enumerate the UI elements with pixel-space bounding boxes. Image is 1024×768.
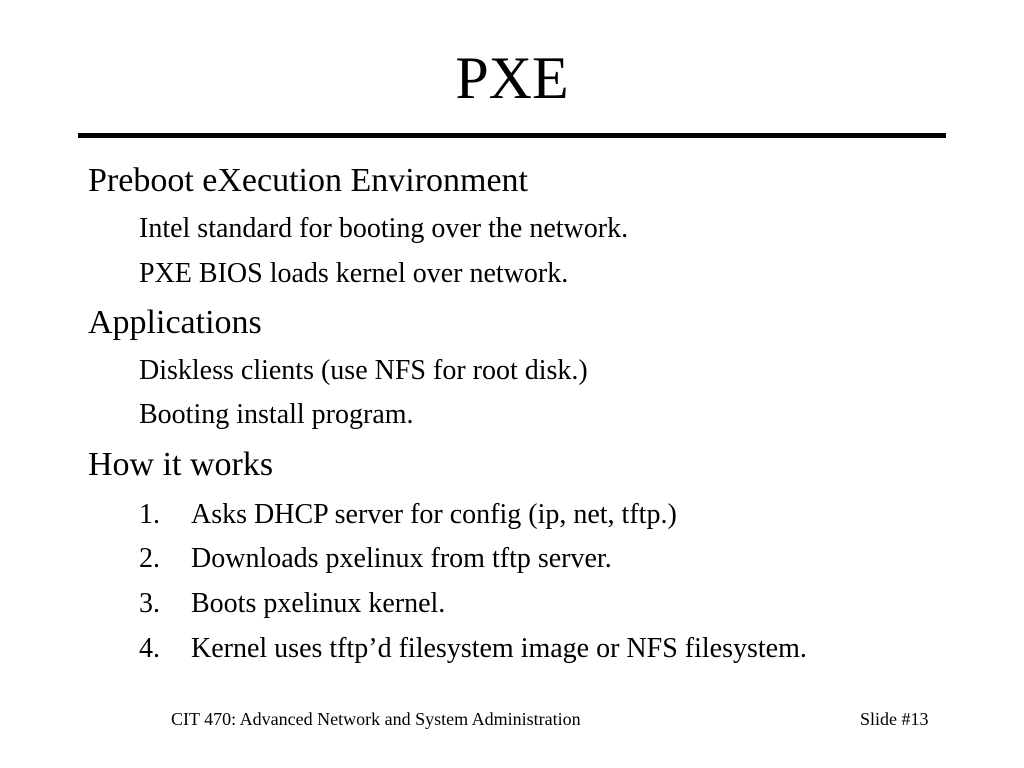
item-number: 1. — [139, 499, 160, 530]
item-number: 3. — [139, 588, 160, 619]
numbered-item-4 — [139, 632, 807, 666]
section-heading-how-it-works: How it works — [88, 446, 274, 483]
numbered-item-2 — [139, 542, 612, 576]
slide-title: PXE — [455, 45, 569, 111]
item-text: Boots pxelinux kernel. — [191, 588, 446, 619]
footer-slide-number: Slide #13 — [860, 709, 929, 729]
footer-course-title: CIT 470: Advanced Network and System Administration — [171, 709, 581, 729]
numbered-item-1 — [139, 498, 677, 532]
numbered-item-3 — [139, 587, 445, 621]
section-heading-pxe: Preboot eXecution Environment — [88, 162, 529, 199]
item-number: 2. — [139, 543, 160, 574]
bullet-booting-install: Booting install program. — [139, 399, 414, 430]
bullet-diskless-clients: Diskless clients (use NFS for root disk.) — [139, 355, 588, 386]
item-text: Asks DHCP server for config (ip, net, tftp.) — [191, 499, 677, 530]
item-text: Kernel uses tftp’d filesystem image or NFS filesystem. — [191, 633, 807, 664]
bullet-pxe-bios: PXE BIOS loads kernel over network. — [139, 258, 569, 289]
item-text: Downloads pxelinux from tftp server. — [191, 543, 612, 574]
section-heading-applications: Applications — [88, 304, 262, 341]
item-number: 4. — [139, 633, 160, 664]
bullet-intel-standard: Intel standard for booting over the network. — [139, 213, 629, 244]
